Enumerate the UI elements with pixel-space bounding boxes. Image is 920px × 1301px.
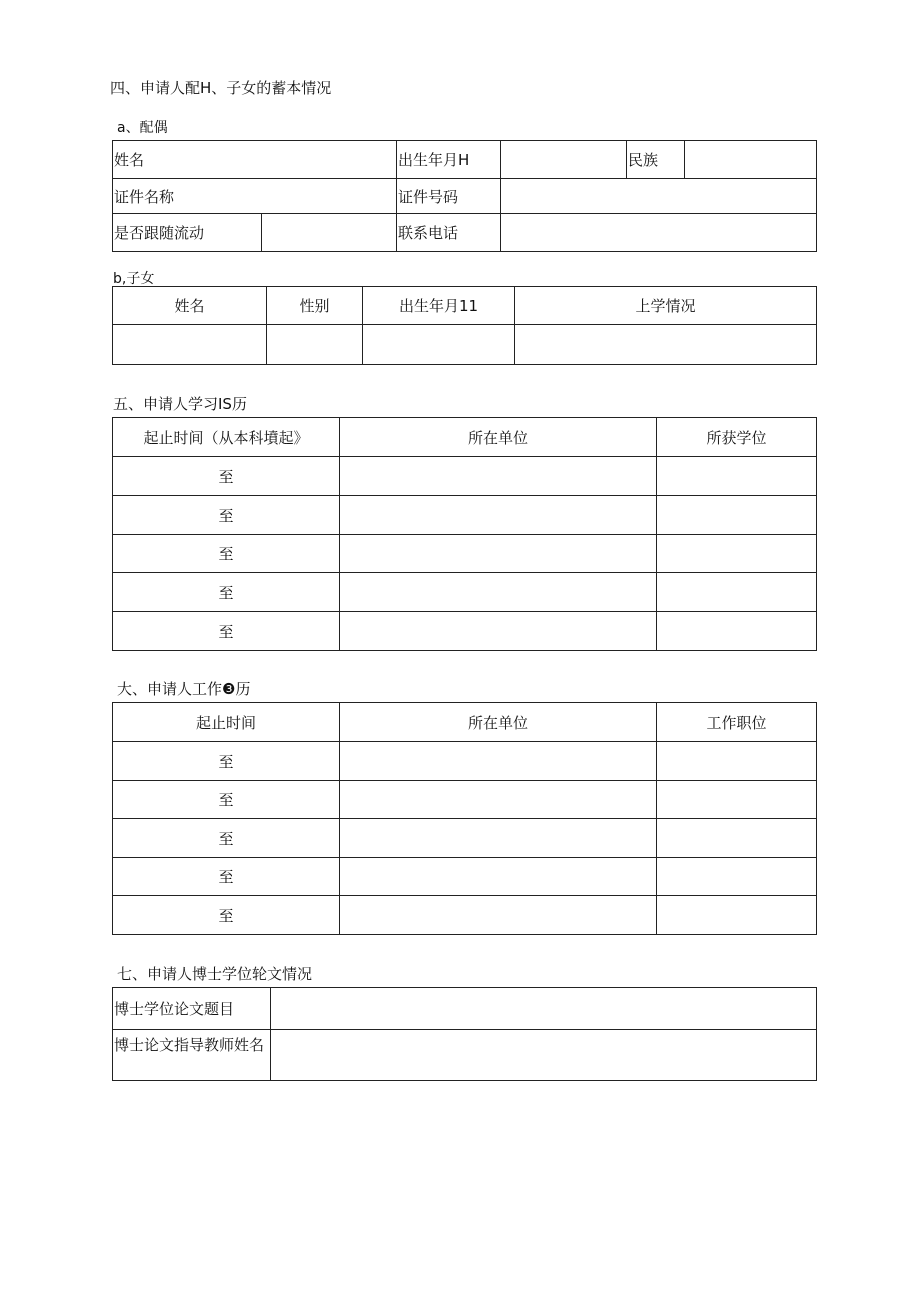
work-unit-cell[interactable] [340, 858, 657, 896]
spouse-birth-label: 出生年月H [397, 141, 501, 179]
education-period-cell[interactable]: 至 [113, 573, 340, 612]
education-period-cell[interactable]: 至 [113, 612, 340, 651]
dissertation-advisor-value[interactable] [271, 1030, 817, 1081]
work-header-position: 工作职位 [657, 703, 817, 742]
section6-title: 大、申请人工作❸历 [117, 680, 251, 698]
spouse-id-number-value[interactable] [501, 179, 817, 214]
children-cell[interactable] [267, 325, 363, 365]
work-table [112, 702, 817, 935]
spouse-table [112, 140, 817, 252]
spouse-phone-label: 联系电话 [397, 214, 501, 252]
education-degree-cell[interactable] [657, 573, 817, 612]
spouse-birth-value[interactable] [501, 141, 627, 179]
work-header-unit: 所在单位 [340, 703, 657, 742]
education-header-period: 起止时间（从本科墳起》 [113, 418, 340, 457]
work-period-cell[interactable]: 至 [113, 858, 340, 896]
children-label: b,子女 [113, 271, 155, 287]
spouse-follow-label: 是否跟随流动 [113, 214, 262, 252]
dissertation-table [112, 987, 817, 1081]
spouse-phone-value[interactable] [501, 214, 817, 252]
work-position-cell[interactable] [657, 896, 817, 935]
section7-title: 七、申请人博士学位轮文情况 [117, 965, 313, 983]
education-degree-cell[interactable] [657, 612, 817, 651]
education-unit-cell[interactable] [340, 612, 657, 651]
work-position-cell[interactable] [657, 819, 817, 858]
work-unit-cell[interactable] [340, 742, 657, 781]
education-header-degree: 所获学位 [657, 418, 817, 457]
education-period-cell[interactable]: 至 [113, 535, 340, 573]
education-unit-cell[interactable] [340, 535, 657, 573]
education-unit-cell[interactable] [340, 496, 657, 535]
dissertation-topic-value[interactable] [271, 988, 817, 1030]
spouse-follow-value[interactable] [262, 214, 397, 252]
children-header-school: 上学情况 [515, 287, 817, 325]
spouse-label: a、配偶 [117, 120, 168, 136]
education-header-unit: 所在单位 [340, 418, 657, 457]
children-table [112, 286, 817, 365]
education-unit-cell[interactable] [340, 457, 657, 496]
education-degree-cell[interactable] [657, 496, 817, 535]
education-unit-cell[interactable] [340, 573, 657, 612]
children-header-name: 姓名 [113, 287, 267, 325]
dissertation-topic-label: 博士学位论文题目 [113, 988, 271, 1030]
children-cell[interactable] [113, 325, 267, 365]
education-table [112, 417, 817, 651]
section5-title: 五、申请人学习IS历 [113, 395, 247, 413]
spouse-ethnicity-value[interactable] [685, 141, 817, 179]
children-cell[interactable] [515, 325, 817, 365]
work-header-period: 起止时间 [113, 703, 340, 742]
children-cell[interactable] [363, 325, 515, 365]
children-header-gender: 性别 [267, 287, 363, 325]
children-header-birth: 出生年月11 [363, 287, 515, 325]
education-degree-cell[interactable] [657, 535, 817, 573]
work-position-cell[interactable] [657, 742, 817, 781]
work-period-cell[interactable]: 至 [113, 896, 340, 935]
spouse-ethnicity-label: 民族 [627, 141, 685, 179]
spouse-id-type-label: 证件名称 [113, 179, 397, 214]
education-period-cell[interactable]: 至 [113, 496, 340, 535]
work-period-cell[interactable]: 至 [113, 742, 340, 781]
work-period-cell[interactable]: 至 [113, 819, 340, 858]
work-position-cell[interactable] [657, 781, 817, 819]
work-period-cell[interactable]: 至 [113, 781, 340, 819]
work-unit-cell[interactable] [340, 819, 657, 858]
work-unit-cell[interactable] [340, 896, 657, 935]
education-period-cell[interactable]: 至 [113, 457, 340, 496]
work-unit-cell[interactable] [340, 781, 657, 819]
education-degree-cell[interactable] [657, 457, 817, 496]
section4-title: 四、申请人配H、子女的蓄本情况 [110, 79, 332, 97]
spouse-name-label: 姓名 [113, 141, 397, 179]
spouse-id-number-label: 证件号码 [397, 179, 501, 214]
work-position-cell[interactable] [657, 858, 817, 896]
dissertation-advisor-label: 博士论文指导教师姓名 [113, 1030, 271, 1081]
